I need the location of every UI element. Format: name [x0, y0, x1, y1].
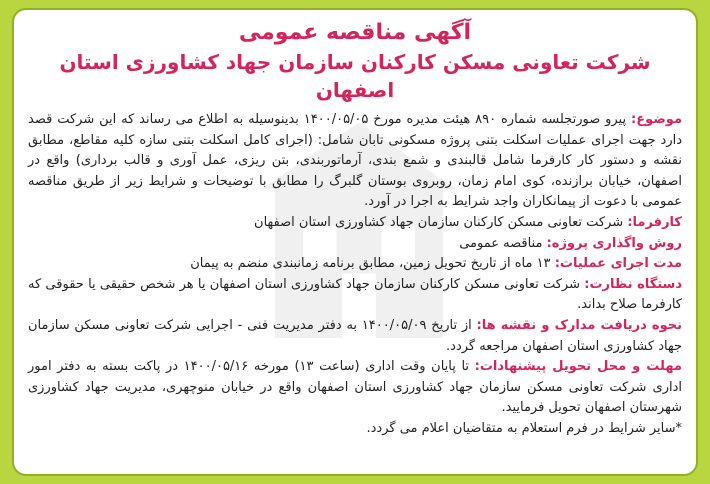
method-label: روش واگذاری پروژه:: [546, 235, 682, 251]
employer-text: شرکت تعاونی مسکن کارکنان سازمان جهاد کشاورزی استان اصفهان: [254, 214, 624, 230]
documents-label: نحوه دریافت مدارک و نقشه ها:: [476, 317, 682, 333]
ad-frame: [12, 8, 698, 476]
deadline-paragraph: [28, 357, 682, 419]
supervisor-paragraph: [28, 275, 682, 316]
deadline-label: مهلت و محل تحویل پیشنهادات:: [474, 359, 682, 375]
method-text: مناقصه عمومی: [459, 235, 543, 251]
subject-paragraph: [28, 110, 682, 213]
note-text: *سایر شرایط در فرم استعلام به متقاضیان اعلام می گردد.: [366, 420, 682, 436]
employer-paragraph: [28, 213, 682, 234]
note-paragraph: [28, 419, 682, 440]
subject-label: موضوع:: [631, 112, 682, 127]
ad-subtitle: شرکت تعاونی مسکن کارکنان سازمان جهاد کشاورزی استان اصفهان: [59, 50, 651, 102]
supervisor-label: دستگاه نظارت:: [584, 276, 683, 292]
duration-text: ۱۳ ماه از تاریخ تحویل زمین، مطابق برنامه زمانبندی منضم به پیمان: [190, 256, 551, 272]
supervisor-text: شرکت تعاونی مسکن کارکنان سازمان جهاد کشاورزی استان اصفهان یا هر شخص حقیقی یا حقوقی که کارفرما صلاح بداند.: [28, 276, 682, 313]
method-paragraph: [28, 234, 682, 255]
duration-paragraph: [28, 254, 682, 275]
ad-content: [28, 18, 682, 466]
ad-title: آگهی مناقصه عمومی: [238, 20, 472, 45]
employer-label: کارفرما:: [627, 214, 682, 230]
duration-label: مدت اجرای عملیات:: [554, 256, 682, 272]
subject-text: پیرو صورتجلسه شماره ۸۹۰ هیئت مدیره مورخ ۱۴۰۰/۰۵/۰۵ بدینوسیله به اطلاع می رساند که این شرکت قصد دارد جهت اجرای عملیات اسکلت بتنی پروژه مسکونی تابان شامل: (اجرای کامل اسکلت بتنی سازه کلیه مقاطع، مطابق نقشه و دستور کار کارفرما شامل قالبندی و شمع بندی، آرماتوربندی، بتن ریزی، عمل آوری و قالب برداری) واقع در اصفهان، خیابان برازنده، کوی امام زمان، روبروی بوستان گلبرگ را مطابق با توضیحات و شرایط زیر از طریق مناقصه عمومی با دعوت از پیمانکاران واجد شرایط به اجرا در آورد.: [28, 112, 682, 210]
ad-body: [28, 110, 682, 440]
deadline-text: تا پایان وقت اداری (ساعت ۱۳) مورخه ۱۴۰۰/۰۵/۱۶ در پاکت بسته به دفتر امور اداری شرکت تعاونی مسکن سازمان جهاد کشاورزی استان اصفهان واقع در خیابان منوچهری، مدیریت جهاد کشاورزی شهرستان اصفهان تحویل فرمایید.: [28, 359, 682, 416]
documents-paragraph: [28, 316, 682, 357]
documents-text: از تاریخ ۱۴۰۰/۰۵/۰۹ به دفتر مدیریت فنی - اجرایی شرکت تعاونی مسکن سازمان جهاد کشاورزی استان اصفهان مراجعه گردد.: [28, 317, 682, 354]
